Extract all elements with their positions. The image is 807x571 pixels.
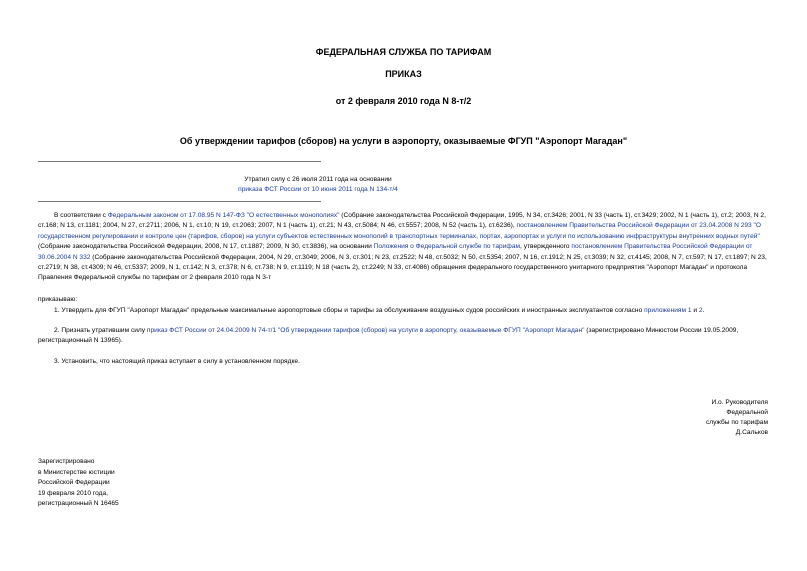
order-word: приказываю: [38,296,78,303]
document-title: Об утверждении тарифов (сборов) на услуги в аэропорту, оказываемые ФГУП "Аэропорт Магадан" [179,136,628,146]
federal-law-link[interactable]: Федеральным законом от 17.08.95 N 147-ФЗ "О естественных монополиях" [107,212,340,219]
registration-line: Зарегистрировано [38,458,95,465]
registration-line: в Министерстве юстиции [38,468,115,476]
preamble-text: (Собрание законодательства Российской Федерации, 2004, N 29, ст.3049; 2006, N 3, ст.301; N 23, ст.2522; N 48, ст.5032; N 50, ст.5354; 2007, N 16, ст.1912; N 25, ст.3039; N 32, ст.4145; 2008, N 7, ст.597; N 17, ст.1897; N 23, ст.2719; N 38, ст.4309; N 46, ст.5337; 2009, N 1, ст.142; N 3, ст.378; N 6, ст.738; N 9, ст.1119; N 18 (часть 2), ст.2249; N 33, ст.4086) обращения федерального государственного унитарного предприятия "Аэропорт Магадан" и протокола Правления Федеральной службы по тарифам от 2 февраля 2010 года N 3-т [38,253,767,282]
preamble-text: , утвержденного [520,243,572,251]
document-type: ПРИКАЗ [385,69,422,79]
item-1-text: и [691,307,699,314]
item-2-text: (зарегистрировано Минюстом России 19.05.2009, регистрационный N 13965). [38,327,739,345]
preamble-text: В соответствии с [54,212,108,219]
repeal-order-link[interactable]: приказа ФСТ России от 10 июня 2011 года N 134-т/4 [238,186,398,193]
appendix-2-link[interactable]: 2 [698,307,703,314]
signature-line: Федеральной [726,409,768,416]
item-1 [38,306,768,316]
preamble-text: (Собрание законодательства Российской Федерации, 2008, N 17, ст.1887; 2009, N 30, ст.3836), на основании [38,243,374,251]
appendix-1-link[interactable]: приложениям 1 [644,307,692,314]
preamble-text: (Собрание законодательства Российской Федерации, 1995, N 34, ст.3426; 2001, N 33 (часть 1), ст.3429; 2002, N 1 (часть 1), ст.2; 2003, N 2, ст.168; N 13, ст.1181; 2004, N 27, ст.2711; 2006, N 1, ст.10; N 19, ст.2063; 2007, N 1 (часть 1), ст.21; N 43, ст.5084; N 46, ст.5557; 2008, N 52 (часть 1), ст.6236), [38,212,766,230]
fst-regulation-link[interactable]: Положения о Федеральной службе по тарифам [373,243,521,251]
signature-line: И.о. Руководителя [711,399,768,406]
divider-bottom [38,201,321,202]
agency-name: ФЕДЕРАЛЬНАЯ СЛУЖБА ПО ТАРИФАМ [315,47,492,57]
item-2 [38,326,768,347]
divider-top [38,161,321,162]
status-note-text: Утратил силу с 26 июля 2011 года на основании [244,176,392,183]
item-3 [38,357,768,367]
document-date-number: от 2 февраля 2010 года N 8-т/2 [335,96,472,106]
preamble-paragraph [38,211,768,284]
government-decree-293-link[interactable]: постановлением Правительства Российской Федерации от 23.04.2008 N 293 "О государственном регулировании и контроле цен (тарифов, сборов) на услуги субъектов естественных монополий в транспортных терминалах, портах, аэропортах и услуги по использованию инфраструктуры внутренних водных путей" [38,222,762,240]
government-decree-332-link[interactable]: постановлением Правительства Российской Федерации от 30.06.2004 N 332 [38,243,753,261]
signatory-name: Д.Сальков [735,429,768,436]
signature-line: службы по тарифам [705,419,768,426]
registration-number: регистрационный N 16465 [38,500,119,508]
registration-line: Российской Федерации [38,479,110,487]
registration-block [38,457,119,510]
status-note [38,175,598,195]
item-3-text: 3. Установить, что настоящий приказ вступает в силу в установленном порядке. [54,358,300,365]
repealed-order-link[interactable]: приказ ФСТ России от 24.04.2009 N 74-т/1 "Об утверждении тарифов (сборов) на услуги в аэропорту, оказываемые ФГУП "Аэропорт Магадан" [146,327,585,334]
item-1-text: . [702,307,705,314]
item-1-text: 1. Утвердить для ФГУП "Аэропорт Магадан" предельные максимальные аэропортовые сборы и тарифы за обслуживание воздушных судов российских и иностранных эксплуатантов согласно [54,307,645,314]
signature-block [706,398,768,438]
item-2-text: 2. Признать утратившим силу [54,327,147,334]
registration-line: 19 февраля 2010 года, [38,489,108,497]
